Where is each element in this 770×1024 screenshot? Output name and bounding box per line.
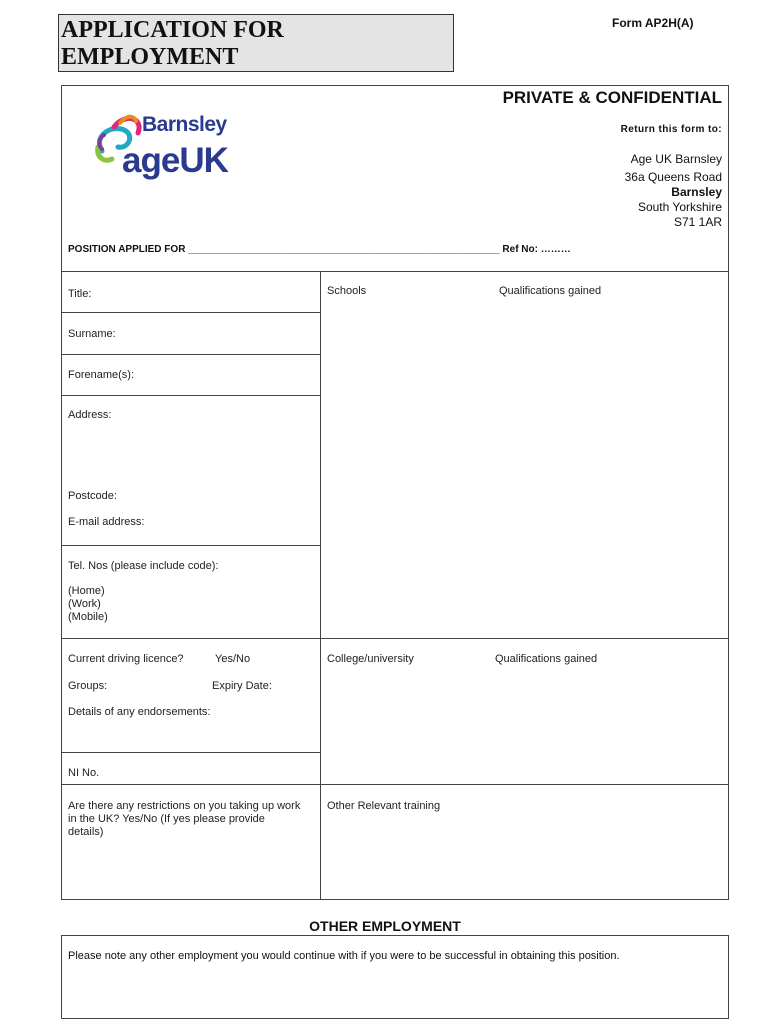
logo-age-uk-text	[122, 141, 228, 181]
address-field-label[interactable]: Address:	[68, 409, 112, 421]
forenames-field-label[interactable]: Forename(s):	[68, 369, 135, 381]
divider-surname	[62, 354, 320, 355]
form-title-box	[58, 14, 454, 72]
other-employment-heading: OTHER EMPLOYMENT	[309, 918, 461, 934]
address-line-town: Barnsley	[671, 185, 722, 199]
divider-forenames	[62, 395, 320, 396]
age-uk-barnsley-logo	[90, 105, 245, 205]
title-field-label[interactable]: Title:	[68, 288, 92, 300]
main-form-frame	[61, 85, 729, 900]
logo-barnsley-text: Barnsley	[142, 113, 227, 136]
school-qualifications-label[interactable]: Qualifications gained	[499, 285, 602, 297]
divider-address	[62, 545, 320, 546]
address-line-county: South Yorkshire	[637, 200, 722, 214]
tel-field-label[interactable]: Tel. Nos (please include code):	[68, 560, 219, 572]
return-to-label: Return this form to:	[620, 124, 722, 135]
form-title: APPLICATION FOR EMPLOYMENT	[61, 17, 284, 70]
college-qualifications-label[interactable]: Qualifications gained	[495, 653, 598, 665]
logo-age-word: age	[122, 141, 180, 180]
other-employment-box[interactable]	[61, 935, 729, 1019]
divider-title	[62, 312, 320, 313]
email-field-label[interactable]: E-mail address:	[68, 516, 145, 528]
other-training-label[interactable]: Other Relevant training	[327, 800, 441, 812]
ni-number-label[interactable]: NI No.	[68, 767, 100, 779]
work-restrictions-label[interactable]: Are there any restrictions on you taking up work in the UK? Yes/No (If yes please provide details)	[68, 800, 301, 838]
divider-ni	[62, 784, 728, 785]
groups-field-label[interactable]: Groups:	[68, 680, 108, 692]
postcode-field-label[interactable]: Postcode:	[68, 490, 117, 502]
address-line-postcode: S71 1AR	[673, 215, 722, 229]
tel-types-label: (Home) (Work) (Mobile)	[68, 585, 108, 623]
driving-licence-label[interactable]: Current driving licence?	[68, 653, 184, 665]
address-line-org: Age UK Barnsley	[630, 152, 722, 166]
surname-field-label[interactable]: Surname:	[68, 328, 116, 340]
position-applied-for-field[interactable]: POSITION APPLIED FOR ________________________________________________________ Ref No: ………	[68, 244, 571, 255]
driving-licence-yes-no[interactable]: Yes/No	[215, 653, 251, 665]
logo-uk-word: UK	[179, 141, 228, 180]
address-line-street: 36a Queens Road	[624, 170, 722, 184]
column-divider	[320, 271, 321, 899]
form-code: Form AP2H(A)	[612, 16, 694, 30]
other-employment-note: Please note any other employment you would continue with if you were to be successful in obtaining this position.	[68, 950, 620, 962]
divider-driving	[62, 752, 320, 753]
college-column-label[interactable]: College/university	[327, 653, 414, 665]
divider-contact	[62, 638, 728, 639]
endorsements-field-label[interactable]: Details of any endorsements:	[68, 706, 211, 718]
private-confidential-heading: PRIVATE & CONFIDENTIAL	[502, 88, 722, 107]
expiry-date-label[interactable]: Expiry Date:	[212, 680, 272, 692]
schools-column-label[interactable]: Schools	[327, 285, 367, 297]
divider-position	[62, 271, 728, 272]
